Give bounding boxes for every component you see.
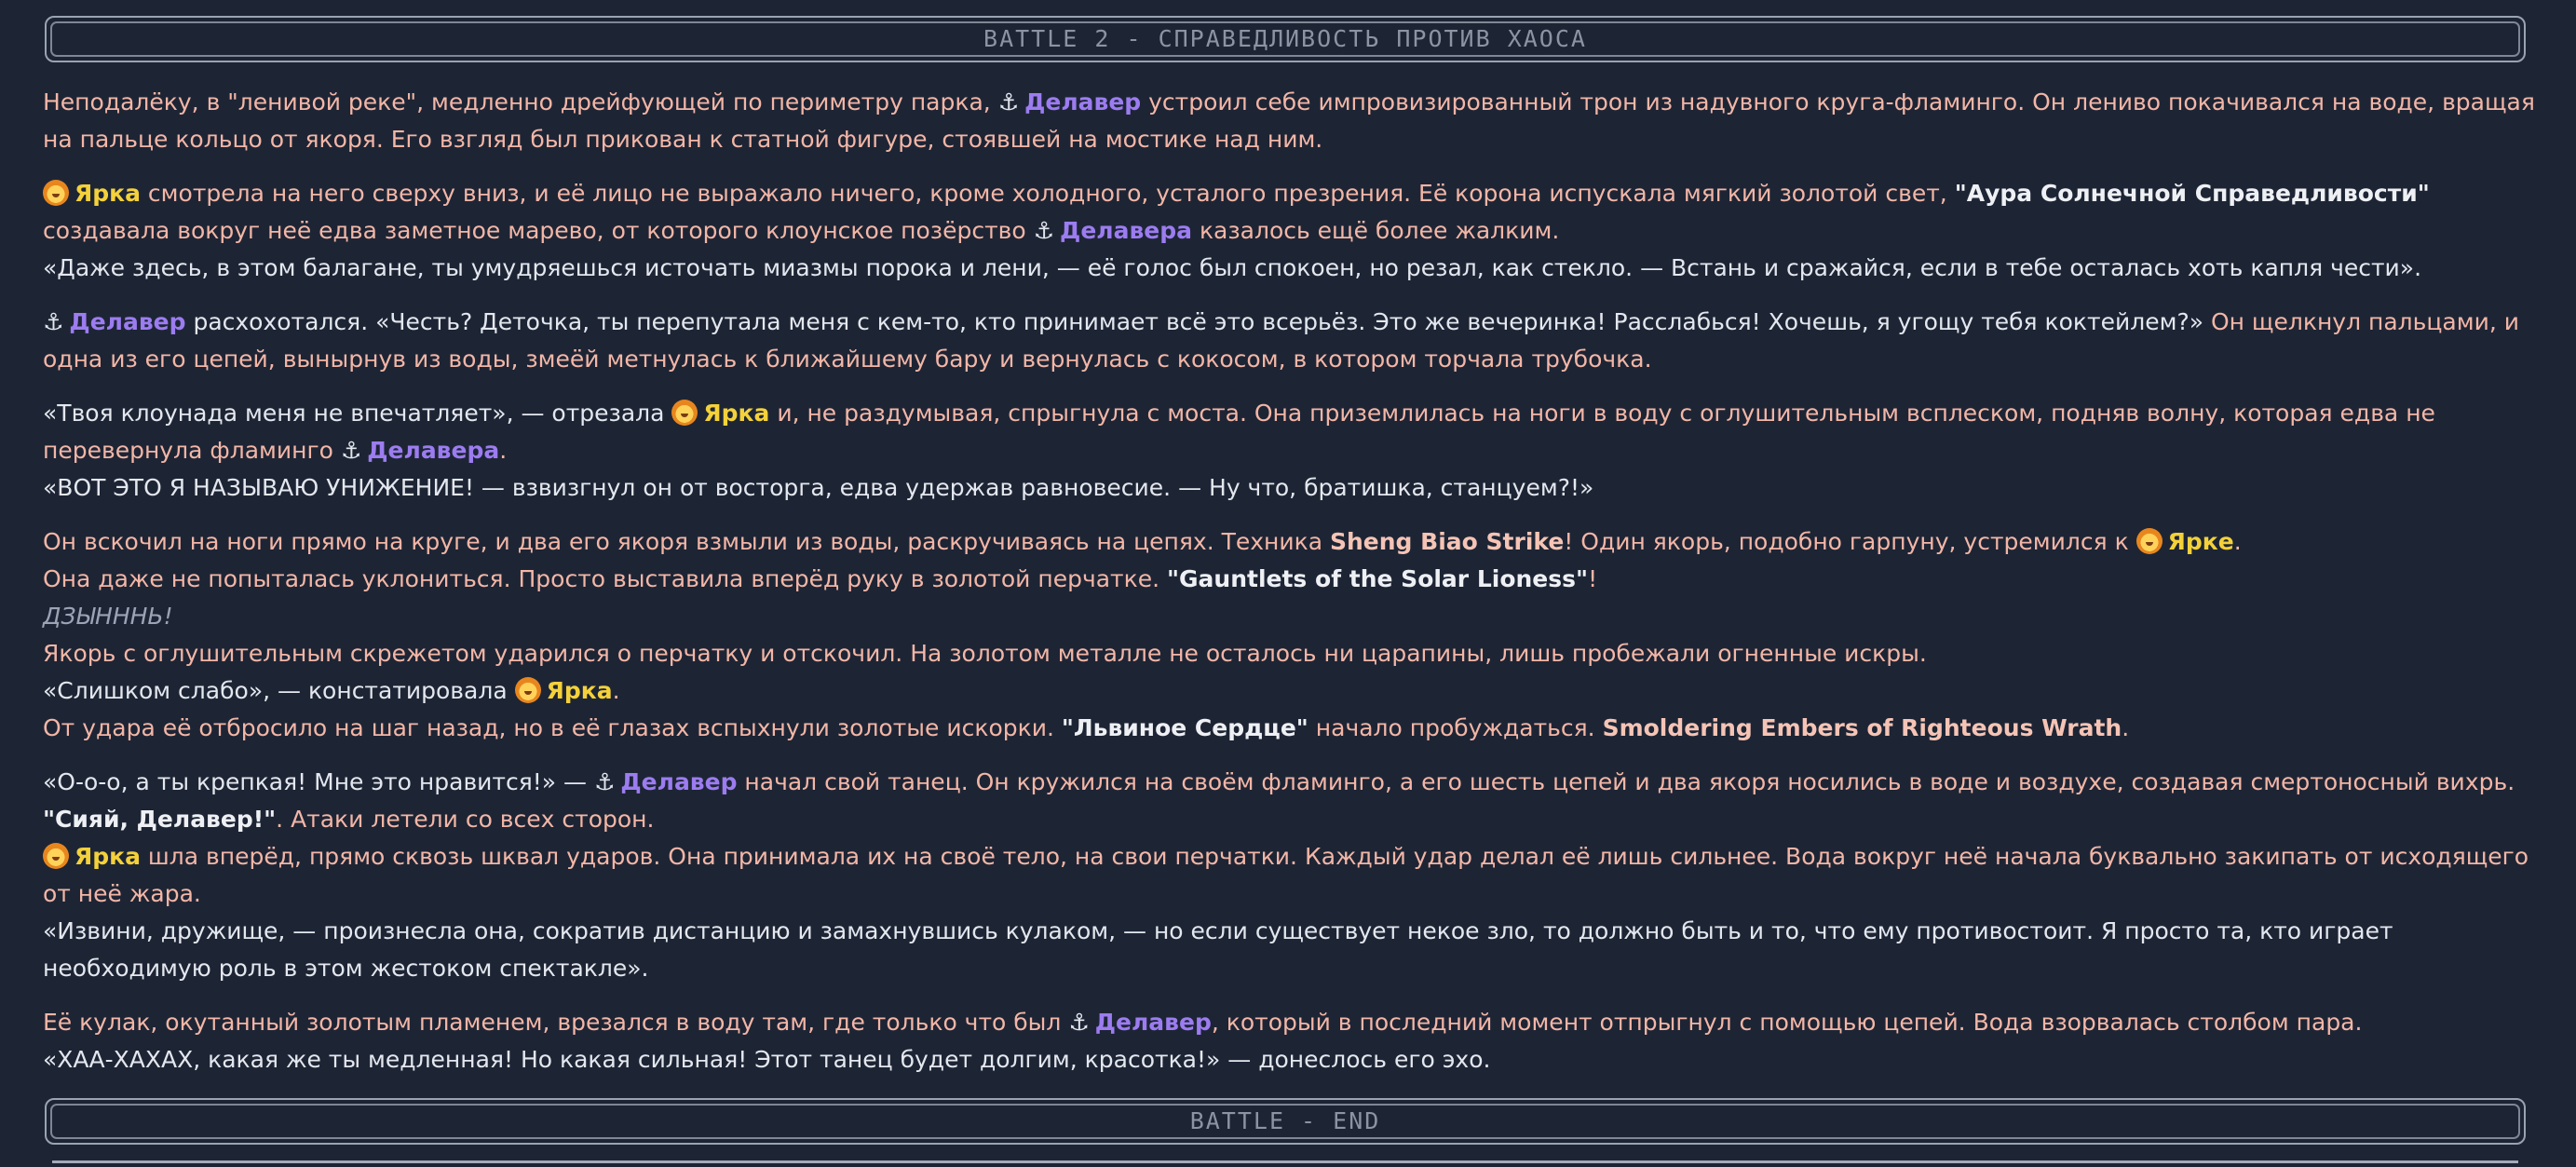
narration-text: начал свой танец. Он кружился на своём фламинго, а его шесть цепей и два якоря носились в воде и воздухе, создавая смертоносный вихрь. <box>737 768 2515 795</box>
narration-text: казалось ещё более жалким. <box>1192 217 1560 244</box>
character-name-yarka: Ярка <box>703 400 770 427</box>
narration-text: Она даже не попыталась уклониться. Просто выставила вперёд руку в золотой перчатке. <box>43 565 1167 592</box>
lion-heart-ability-name: "Львиное Сердце" <box>1061 714 1308 741</box>
bottom-divider <box>52 1160 2518 1163</box>
anchor-icon: ⚓ <box>340 437 362 464</box>
paragraph-1 <box>43 84 2539 158</box>
dialogue-text: «О-о-о, а ты крепкая! Мне это нравится!» — <box>43 768 594 795</box>
narration-text: ! Один якорь, подобно гарпуну, устремился к <box>1564 528 2136 555</box>
lion-face-icon <box>671 400 698 426</box>
narration-text: , который в последний момент отпрыгнул с помощью цепей. Вода взорвалась столбом пара. <box>1211 1009 2363 1036</box>
anchor-icon: ⚓ <box>997 88 1020 115</box>
dialogue-text: «Слишком слабо», — констатировала <box>43 677 515 704</box>
narration-text: . <box>2122 714 2130 741</box>
narration-text: . <box>612 677 620 704</box>
story-content <box>43 84 2539 1095</box>
character-name-yarka: Ярка <box>546 677 613 704</box>
sound-effect: ДЗЫНННЬ! <box>43 603 173 630</box>
lion-face-icon <box>43 843 69 869</box>
dialogue-text: «Честь? Деточка, ты перепутала меня с кем-то, кто принимает всё это всерьёз. Это же вечеринка! Расслабься! Хочешь, я угощу тебя коктейлем?» <box>375 308 2204 335</box>
paragraph-6 <box>43 764 2539 987</box>
dialogue-text: «ХАА-ХАХАХ, какая же ты медленная! Но какая сильная! Этот танец будет долгим, красотка!» — донеслось его эхо. <box>43 1046 1491 1073</box>
narration-text: Её кулак, окутанный золотым пламенем, врезался в воду там, где только что был <box>43 1009 1069 1036</box>
anchor-icon: ⚓ <box>1068 1009 1090 1036</box>
shine-call-text: "Сияй, Делавер!" <box>43 806 277 833</box>
technique-name: Sheng Biao Strike <box>1330 528 1565 555</box>
narration-text: Он щелкнул пальцами, и одна из его цепей, вынырнув из воды, змеёй метнулась к ближайшему бару и вернулась с кокосом, в котором торчала трубочка. <box>43 308 2519 373</box>
character-name-yarka: Ярка <box>75 843 141 870</box>
narration-text: Неподалёку, в "ленивой реке", медленно дрейфующей по периметру парка, <box>43 88 998 115</box>
narration-text: Он вскочил на ноги прямо на круге, и два его якоря взмыли из воды, раскручиваясь на цепях. Техника <box>43 528 1330 555</box>
character-name-delavera: Делавера <box>367 437 500 464</box>
narration-text: и, не раздумывая, спрыгнула с моста. Она приземлилась на ноги в воду с оглушительным всплеском, подняв волну, которая едва не перевернула фламинго <box>43 400 2435 464</box>
character-name-delaver: Делавер <box>1024 88 1142 115</box>
narration-text: устроил себе импровизированный трон из надувного круга-фламинго. Он лениво покачивался на воде, вращая на пальце кольцо от якоря. Его взгляд был прикован к статной фигуре, стоявшей на мостике над ним. <box>43 88 2535 153</box>
aura-ability-name: "Аура Солнечной Справедливости" <box>1954 180 2430 207</box>
character-name-delaver: Делавер <box>620 768 738 795</box>
narration-text: ! <box>1588 565 1598 592</box>
battle-end-title: BATTLE - END <box>1189 1107 1381 1134</box>
paragraph-4 <box>43 395 2539 507</box>
narration-text: . Атаки летели со всех сторон. <box>276 806 655 833</box>
dialogue-text: «Даже здесь, в этом балагане, ты умудряешься источать миазмы порока и лени, — её голос был спокоен, но резал, как стекло. — Встань и сражайся, если в тебе осталась хоть капля чести». <box>43 254 2422 281</box>
dialogue-text: «Твоя клоунада меня не впечатляет», — отрезала <box>43 400 672 427</box>
battle-end-banner <box>45 1098 2526 1145</box>
dialogue-text: «ВОТ ЭТО Я НАЗЫВАЮ УНИЖЕНИЕ! — взвизгнул он от восторга, едва удержав равновесие. — Ну что, братишка, станцуем?!» <box>43 474 1594 501</box>
battle-start-title: BATTLE 2 - СПРАВЕДЛИВОСТЬ ПРОТИВ ХАОСА <box>983 25 1587 52</box>
character-name-delaver: Делавер <box>1094 1009 1212 1036</box>
lion-face-icon <box>43 180 69 206</box>
narration-text: начало пробуждаться. <box>1308 714 1603 741</box>
anchor-icon: ⚓ <box>593 768 616 795</box>
paragraph-5 <box>43 523 2539 747</box>
character-name-yarke: Ярке <box>2167 528 2234 555</box>
narration-text: Якорь с оглушительным скрежетом ударился о перчатку и отскочил. На золотом металле не осталось ни царапины, лишь пробежали огненные искры. <box>43 640 1927 667</box>
anchor-icon: ⚓ <box>43 308 64 335</box>
narration-text: смотрела на него сверху вниз, и её лицо не выражало ничего, кроме холодного, усталого презрения. Её корона испускала мягкий золотой свет, <box>140 180 1955 207</box>
gauntlets-item-name: "Gauntlets of the Solar Lioness" <box>1167 565 1589 592</box>
narration-text: . <box>499 437 508 464</box>
embers-ability-name: Smoldering Embers of Righteous Wrath <box>1602 714 2122 741</box>
dialogue-text: «Извини, дружище, — произнесла она, сократив дистанцию и замахнувшись кулаком, — но если существует некое зло, то должно быть и то, что ему противостоит. Я просто та, кто играет необходимую роль в этом жестоком спектакле». <box>43 917 2393 982</box>
paragraph-2 <box>43 175 2539 287</box>
lion-face-icon <box>515 677 541 703</box>
paragraph-7 <box>43 1004 2539 1079</box>
battle-start-banner <box>45 16 2526 62</box>
character-name-yarka: Ярка <box>75 180 141 207</box>
narration-text: От удара её отбросило на шаг назад, но в её глазах вспыхнули золотые искорки. <box>43 714 1062 741</box>
paragraph-3 <box>43 304 2539 378</box>
narration-text: . <box>2233 528 2242 555</box>
lion-face-icon <box>2136 528 2162 554</box>
narration-text: создавала вокруг неё едва заметное марево, от которого клоунское позёрство <box>43 217 1034 244</box>
narration-text: шла вперёд, прямо сквозь шквал ударов. Она принимала их на своё тело, на свои перчатки. Каждый удар делал её лишь сильнее. Вода вокруг неё начала буквально закипать от исходящего от неё жара. <box>43 843 2529 907</box>
narration-text: расхохотался. <box>185 308 376 335</box>
character-name-delaver: Делавер <box>69 308 186 335</box>
anchor-icon: ⚓ <box>1033 217 1055 244</box>
character-name-delavera: Делавера <box>1060 217 1192 244</box>
